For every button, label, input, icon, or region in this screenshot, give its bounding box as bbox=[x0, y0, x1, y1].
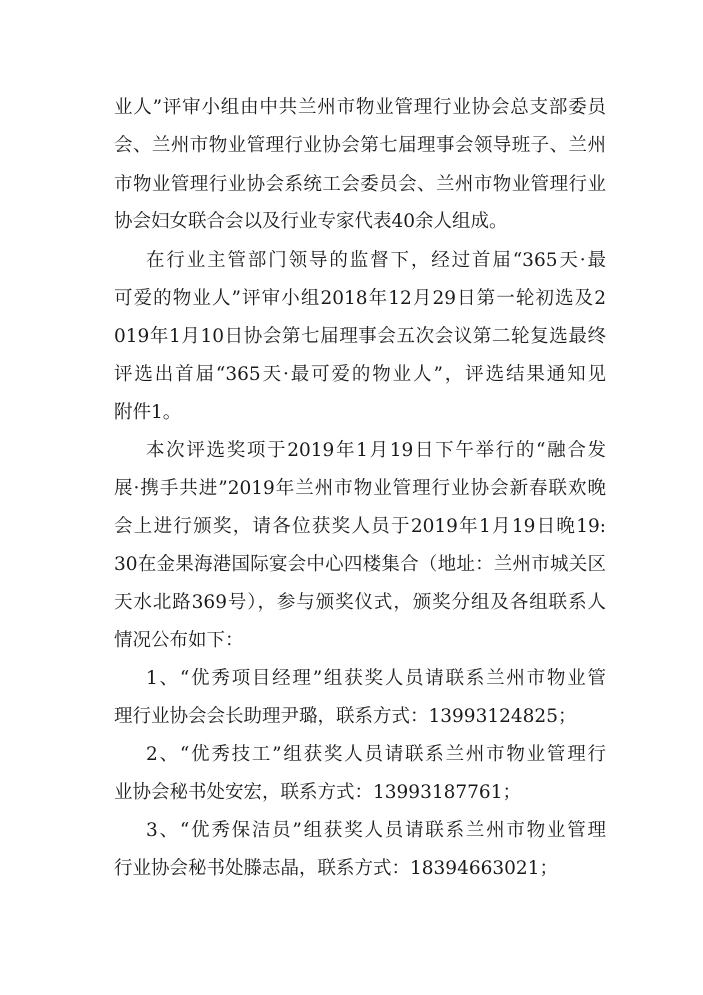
paragraph-line: 情况公布如下： bbox=[114, 630, 244, 651]
paragraph-line: 业人”评审小组由中共兰州市物业管理行业协会总支部委员 bbox=[114, 97, 606, 118]
paragraph-line: 本次评选奖项于2019年1月19日下午举行的“融合发 bbox=[146, 440, 606, 461]
paragraph-line: 市物业管理行业协会系统工会委员会、兰州市物业管理行业 bbox=[114, 174, 606, 195]
paragraph-line: 会、兰州市物业管理行业协会第七届理事会领导班子、兰州 bbox=[114, 135, 606, 156]
list-item-line: 2、“优秀技工”组获奖人员请联系兰州市物业管理行 bbox=[146, 744, 606, 765]
paragraph-line: 可爱的物业人”评审小组2018年12月29日第一轮初选及2 bbox=[114, 288, 606, 309]
paragraph-line: 评选出首届“365天·最可爱的物业人”，评选结果通知见 bbox=[114, 364, 606, 385]
paragraph-line: 在行业主管部门领导的监督下，经过首届“365天·最 bbox=[146, 250, 606, 271]
paragraph-line: 附件1。 bbox=[114, 402, 182, 423]
list-item-line: 理行业协会会长助理尹璐，联系方式：13993124825； bbox=[114, 706, 577, 727]
paragraph-line: 展·携手共进”2019年兰州市物业管理行业协会新春联欢晚 bbox=[114, 478, 606, 499]
paragraph-line: 会上进行颁奖，请各位获奖人员于2019年1月19日晚19: bbox=[114, 516, 606, 537]
paragraph-line: 天水北路369号），参与颁奖仪式，颁奖分组及各组联系人 bbox=[114, 592, 606, 613]
paragraph-line: 019年1月10日协会第七届理事会五次会议第二轮复选最终 bbox=[114, 326, 606, 347]
paragraph-line: 协会妇女联合会以及行业专家代表40余人组成。 bbox=[114, 211, 508, 232]
paragraph-line: 30在金果海港国际宴会中心四楼集合（地址：兰州市城关区 bbox=[114, 554, 606, 575]
list-item-line: 1、“优秀项目经理”组获奖人员请联系兰州市物业管 bbox=[146, 668, 606, 689]
list-item-line: 业协会秘书处安宏，联系方式：13993187761； bbox=[114, 782, 521, 803]
list-item-line: 3、“优秀保洁员”组获奖人员请联系兰州市物业管理 bbox=[146, 820, 606, 841]
list-item-line: 行业协会秘书处滕志晶，联系方式：18394663021； bbox=[114, 858, 558, 879]
